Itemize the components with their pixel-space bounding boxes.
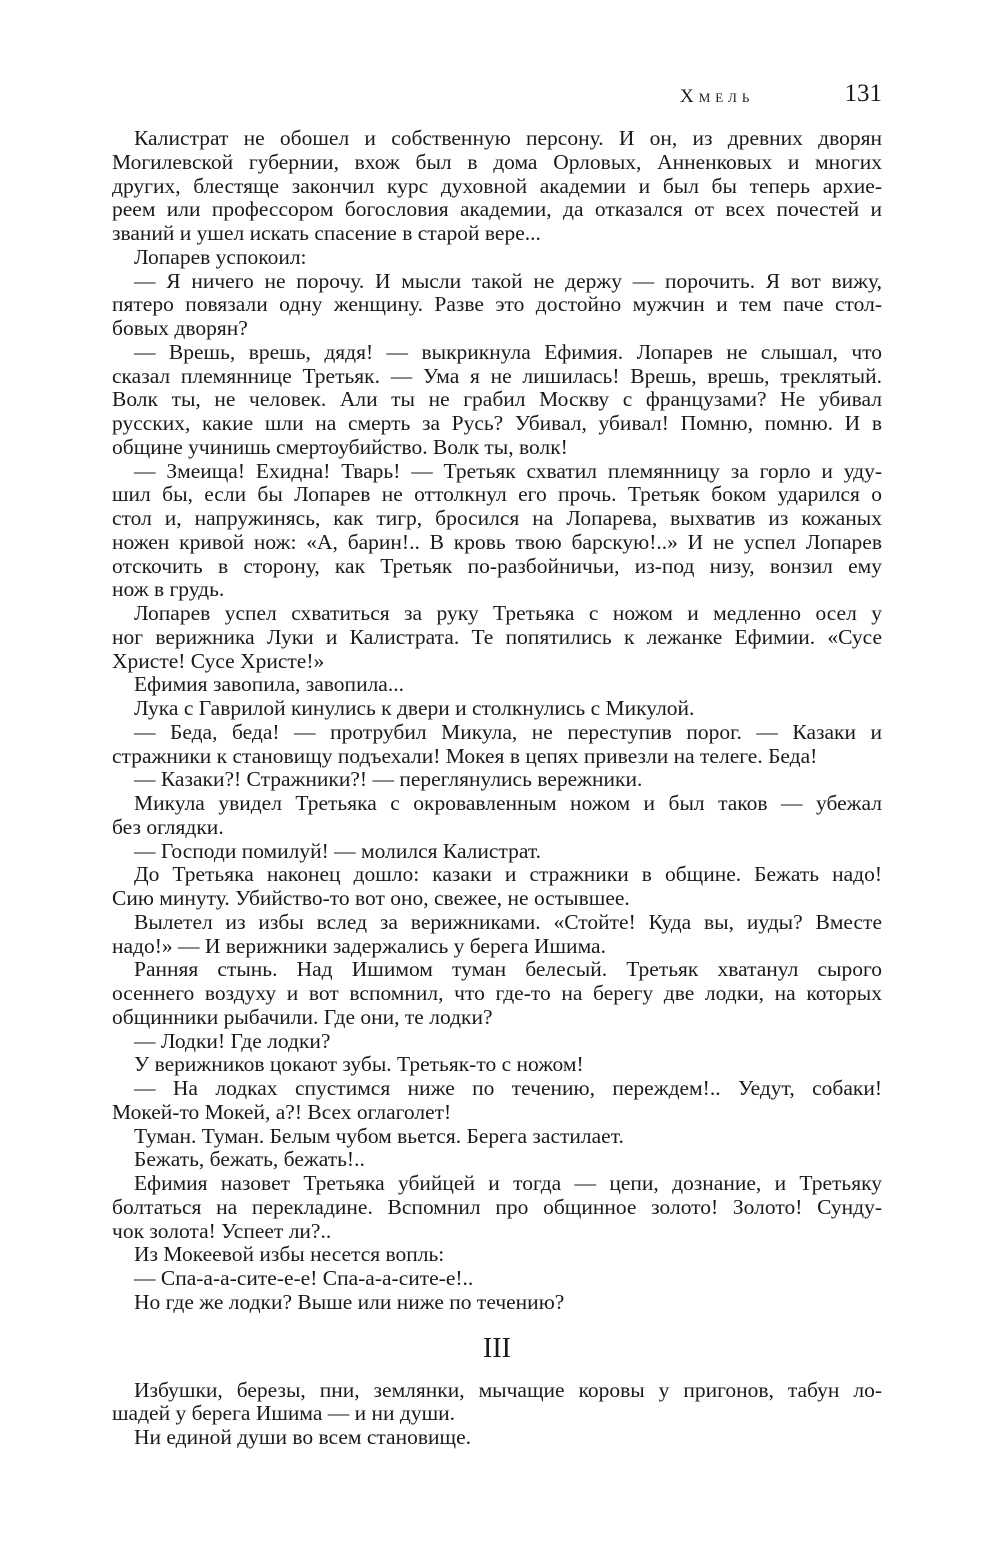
text-line: ножен кривой нож: «А, барин!.. В кровь твою барскую!..» И не успел Лопарев	[112, 530, 882, 554]
paragraph	[112, 863, 882, 911]
paragraph	[112, 1125, 882, 1149]
text-line: шил бы, если бы Лопарев не оттолкнул его прочь. Третьяк боком ударился о	[112, 483, 882, 507]
text-line: Вылетел из избы вслед за верижниками. «Стойте! Куда вы, иуды? Вместе	[134, 910, 882, 934]
text-line: Лопарев успокоил:	[134, 244, 307, 269]
text-line: Микула увидел Третьяка с окровавленным ножом и был таков — убежал	[134, 792, 882, 815]
text-line: Бежать, бежать, бежать!..	[134, 1147, 365, 1172]
text-line: общинники рыбачили. Где они, те лодки?	[112, 1004, 493, 1029]
text-line: реем или профессором богословия академии, да отказался от всех почестей и	[112, 198, 882, 222]
body-text	[112, 127, 882, 1450]
text-line: Ранняя стынь. Над Ишимом туман белесый. Третьяк хватанул сырого	[134, 958, 882, 982]
page-number: 131	[844, 80, 882, 107]
text-line: Но где же лодки? Выше или ниже по течению?	[134, 1289, 565, 1314]
text-line: бовых дворян?	[112, 316, 248, 340]
text-line: общине учинишь смертоубийство. Волк ты, волк!	[112, 434, 568, 459]
text-line: Лука с Гаврилой кинулись к двери и столкнулись с Микулой.	[134, 696, 695, 720]
text-line: шадей у берега Ишима — и ни души.	[112, 1401, 456, 1426]
paragraph	[112, 1379, 882, 1427]
text-line: — Казаки?! Стражники?! — переглянулись вережники.	[134, 767, 643, 792]
text-line: русских, какие шли на смерть за Русь? Убивал, убивал! Помню, помню. И в	[112, 412, 882, 435]
text-line: До Третьяка наконец дошло: казаки и стражники в общине. Бежать надо!	[134, 863, 882, 887]
paragraph	[112, 673, 882, 697]
paragraph	[112, 1030, 882, 1054]
paragraph	[112, 246, 882, 270]
text-line: ног верижника Луки и Калистрата. Те попятились к лежанке Ефимии. «Сусе	[112, 625, 882, 649]
text-line: Ефимия завопила, завопила...	[134, 672, 404, 697]
text-line: осеннего воздуху и вот вспомнил, что где-то на берегу две лодки, на которых	[112, 982, 882, 1005]
text-line: Ефимия назовет Третьяка убийцей и тогда — цепи, дознание, и Третьяку	[134, 1172, 882, 1195]
text-line: Из Мокеевой избы несется вопль:	[134, 1242, 445, 1267]
text-line: Ни единой души во всем становище.	[134, 1425, 471, 1449]
text-line: стражники к становищу подъехали! Мокея в цепях привезли на телеге. Беда!	[112, 743, 818, 768]
text-line: Могилевской губернии, вхож был в дома Орловых, Анненковых и многих	[112, 150, 882, 174]
text-line: болтаться на перекладине. Вспомнил про общинное золото! Золото! Сунду-	[112, 1195, 882, 1219]
text-line: других, блестяще закончил курс духовной академии и был бы теперь архие-	[112, 174, 882, 198]
paragraph	[112, 1243, 882, 1267]
paragraph	[112, 911, 882, 959]
text-line: Туман. Туман. Белым чубом вьется. Берега застилает.	[134, 1123, 624, 1148]
text-line: Мокей-то Мокей, а?! Всех оглаголет!	[112, 1099, 452, 1124]
paragraph	[112, 1172, 882, 1243]
text-line: — На лодках спустимся ниже по течению, переждем!.. Уедут, собаки!	[134, 1077, 882, 1100]
text-line: стол и, напружинясь, как тигр, бросился на Лопарева, выхватив из кожаных	[112, 507, 882, 530]
text-line: отскочить в сторону, как Третьяк по-разбойничьи, из-под низу, вонзил ему	[112, 554, 882, 578]
text-line: Сию минуту. Убийство-то вот оно, свежее, не остывшее.	[112, 886, 630, 910]
paragraph	[112, 792, 882, 840]
text-line: Христе! Сусе Христе!»	[112, 648, 325, 673]
text-section-before	[112, 127, 882, 1315]
text-line: надо!» — И верижники задержались у берега Ишима.	[112, 933, 606, 958]
text-line: — Врешь, врешь, дядя! — выкрикнула Ефимия. Лопарев не слышал, что	[134, 340, 882, 364]
paragraph	[112, 697, 882, 721]
text-line: — Я ничего не порочу. И мысли такой не держу — порочить. Я вот вижу,	[134, 269, 882, 293]
text-line: сказал племяннице Третьяк. — Ума я не лишилась! Врешь, врешь, треклятый.	[112, 364, 882, 388]
paragraph	[112, 1426, 882, 1450]
text-line: — Беда, беда! — протрубил Микула, не переступив порог. — Казаки и	[134, 720, 882, 744]
text-section-after	[112, 1379, 882, 1450]
text-line: званий и ушел искать спасение в старой вере...	[112, 221, 541, 245]
paragraph	[112, 270, 882, 341]
section-heading: III	[483, 1332, 511, 1364]
running-title: Хмель	[680, 86, 755, 107]
text-line: Волк ты, не человек. Али ты не грабил Москву с французами? Не убивал	[112, 388, 882, 412]
paragraph	[112, 1053, 882, 1077]
text-line: Лопарев успел схватиться за руку Третьяка с ножом и медленно осел у	[134, 602, 882, 625]
text-line: — Спа-а-а-сите-е-е! Спа-а-а-сите-е!..	[134, 1266, 474, 1290]
text-line: пятеро повязали одну женщину. Разве это достойно мужчин и тем паче стол-	[112, 293, 882, 317]
text-line: без оглядки.	[112, 814, 224, 839]
paragraph	[112, 840, 882, 864]
text-line: нож в грудь.	[112, 577, 225, 602]
text-line: Калистрат не обошел и собственную персону. И он, из древних дворян	[134, 127, 882, 150]
paragraph	[112, 721, 882, 769]
paragraph	[112, 602, 882, 673]
running-header	[112, 80, 882, 114]
paragraph	[112, 1077, 882, 1125]
paragraph	[112, 460, 882, 603]
paragraph	[112, 1267, 882, 1291]
text-line: чок золота! Успеет ли?..	[112, 1218, 332, 1243]
text-line: У верижников цокают зубы. Третьяк-то с ножом!	[134, 1052, 584, 1077]
paragraph	[112, 1291, 882, 1315]
paragraph	[112, 127, 882, 246]
text-line: — Змеища! Ехидна! Тварь! — Третьяк схватил племянницу за горло и уду-	[134, 459, 882, 483]
text-line: Избушки, березы, пни, землянки, мычащие коровы у пригонов, табун ло-	[134, 1378, 882, 1402]
paragraph	[112, 1148, 882, 1172]
text-line: — Лодки! Где лодки?	[134, 1028, 331, 1053]
paragraph	[112, 958, 882, 1029]
paragraph	[112, 768, 882, 792]
paragraph	[112, 341, 882, 460]
text-line: — Господи помилуй! — молился Калистрат.	[134, 838, 542, 863]
